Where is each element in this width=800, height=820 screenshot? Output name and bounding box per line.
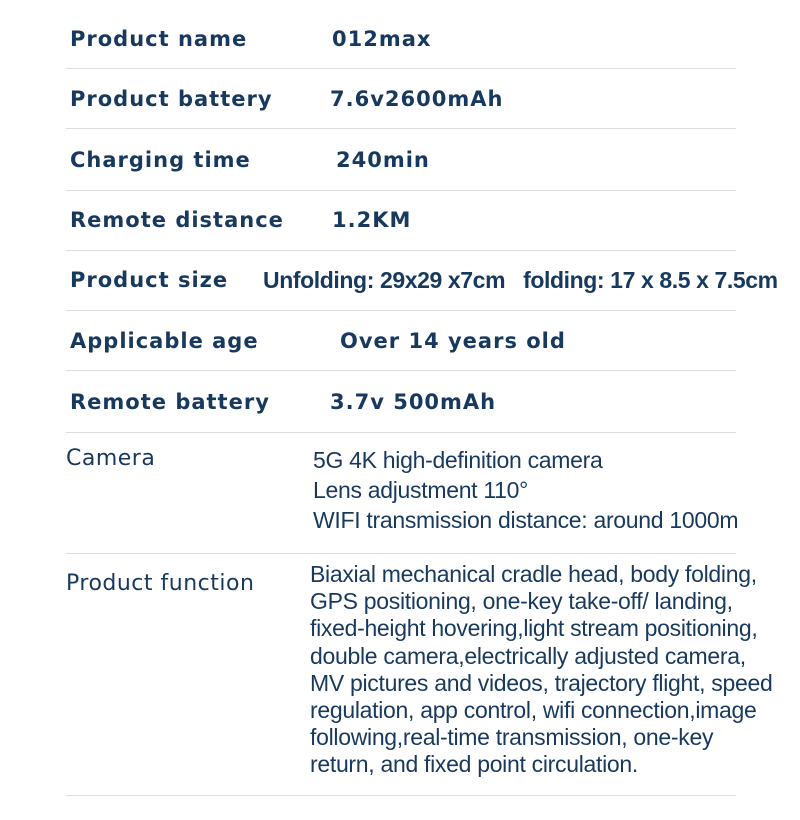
spec-value-charging-time: 240min	[336, 148, 430, 172]
spec-value-remote-battery: 3.7v 500mAh	[330, 390, 497, 414]
spec-value-remote-distance: 1.2KM	[332, 208, 412, 232]
function-line: fixed-height hovering,light stream positioning,	[310, 615, 758, 642]
spec-label-camera: Camera	[66, 446, 156, 471]
spec-value-product-battery: 7.6v2600mAh	[330, 87, 504, 111]
function-line: return, and fixed point circulation.	[310, 751, 639, 778]
spec-label-product-name: Product name	[70, 27, 248, 51]
function-line: MV pictures and videos, trajectory flight, speed	[310, 669, 773, 696]
spec-label-charging-time: Charging time	[70, 148, 251, 172]
spec-label-applicable-age: Applicable age	[70, 329, 259, 353]
spec-value-product-name: 012max	[332, 27, 432, 51]
spec-label-remote-battery: Remote battery	[70, 390, 270, 414]
spec-value-camera	[313, 445, 738, 535]
camera-line: 5G 4K high-definition camera	[313, 447, 603, 473]
spec-value-product-size: Unfolding: 29x29 x7cm folding: 17 x 8.5 x 7.5cm	[263, 267, 778, 293]
camera-line: WIFI transmission distance: around 1000m	[313, 507, 739, 533]
spec-label-product-size: Product size	[70, 268, 229, 292]
camera-line: Lens adjustment 110°	[313, 477, 529, 503]
spec-label-product-function: Product function	[66, 571, 255, 596]
function-line: regulation, app control, wifi connection,image	[310, 697, 757, 724]
spec-label-remote-distance: Remote distance	[70, 208, 284, 232]
spec-value-applicable-age: Over 14 years old	[340, 329, 566, 353]
function-line: following,real-time transmission, one-key	[310, 724, 714, 751]
spec-value-product-function	[310, 561, 772, 779]
function-line: Biaxial mechanical cradle head, body folding,	[310, 561, 757, 587]
function-line: GPS positioning, one-key take-off/ landing,	[310, 588, 733, 615]
spec-label-product-battery: Product battery	[70, 87, 273, 111]
function-line: double camera,electrically adjusted camera,	[310, 642, 746, 669]
